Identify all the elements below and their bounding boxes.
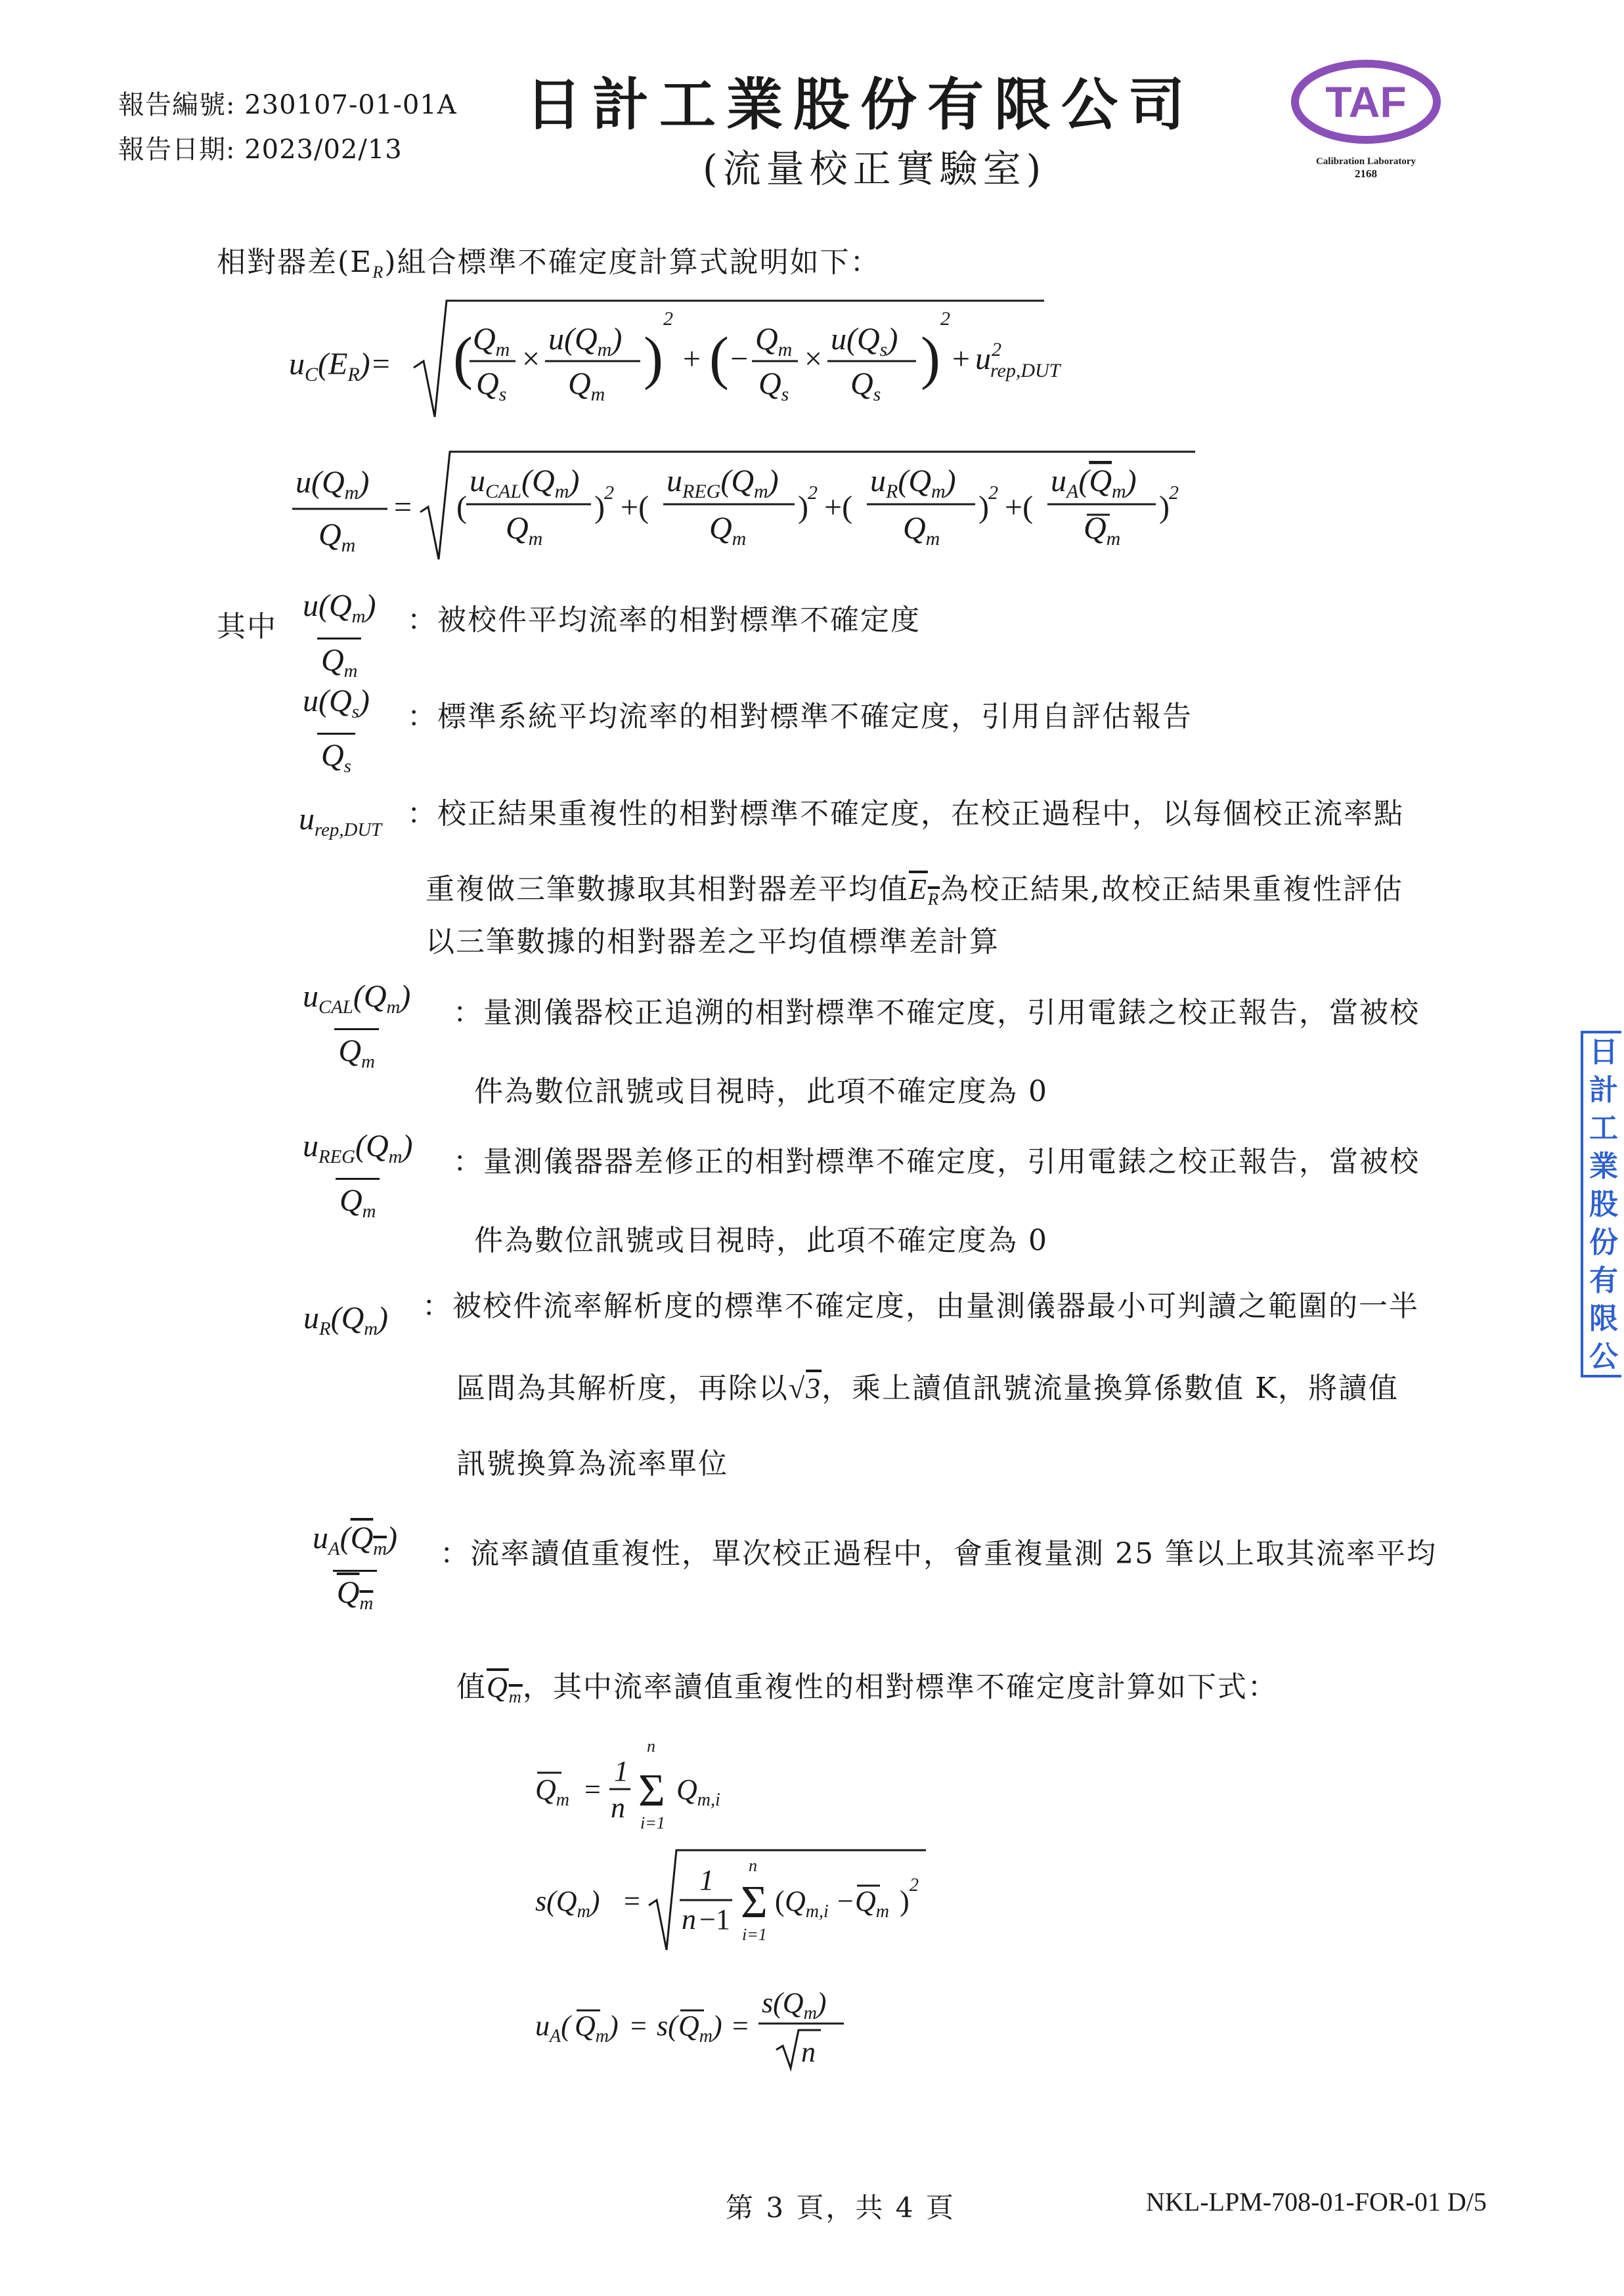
- svg-text:n: n: [682, 1903, 696, 1936]
- svg-text:Qs: $Q_s$: [758, 366, 789, 405]
- def-ureg-line2: 件為數位訊號或目視時，此項不確定度為 0: [474, 1224, 1048, 1257]
- svg-text:i=1: i=1: [640, 1813, 665, 1832]
- svg-text:): ): [594, 490, 605, 525]
- intro-line: 相對器差$(E_R)$組合標準不確定度計算式說明如下：: [217, 246, 881, 282]
- svg-text:Qm: $Q_m$: [506, 511, 543, 550]
- svg-text:×: ×: [804, 341, 823, 376]
- svg-text:): ): [644, 326, 663, 391]
- formula-uqm-qm: [289, 446, 1221, 565]
- svg-text:=: =: [584, 1773, 601, 1806]
- svg-text:×: ×: [522, 341, 540, 376]
- svg-text:(: (: [456, 490, 467, 525]
- svg-text:s(: s(: [657, 2010, 678, 2042]
- svg-text:uREG(Qm): $u_{REG}(Q_m)$: [667, 464, 779, 502]
- svg-text:Qm): $Q_m$): [575, 2010, 619, 2047]
- svg-text:Qm: $Q_m$: [318, 517, 356, 556]
- svg-text:Σ: Σ: [741, 1877, 768, 1928]
- svg-text:): ): [798, 490, 808, 525]
- svg-text:uR(Qm): $u_R(Q_m)$: [870, 464, 956, 502]
- svg-text:Qs: $Q_s$: [850, 366, 881, 405]
- symbol-ur: $u_R(Q_m)$: [303, 1301, 389, 1340]
- svg-text:=: =: [394, 490, 412, 525]
- def-ureg-line1: ：量測儀器器差修正的相對標準不確定度，引用電錶之校正報告，當被校: [453, 1145, 1420, 1179]
- svg-text:−: −: [730, 341, 749, 376]
- svg-text:2: 2: [604, 482, 614, 504]
- symbol-uqm-qm: $\frac{u(Q_m)}{Q_m}$: [299, 588, 380, 689]
- def-urep-line3: 以三筆數據的相對器差之平均值標準差計算: [426, 925, 999, 959]
- svg-text:+(: +(: [824, 490, 853, 525]
- svg-text:s(Qm): $s(Q_m)$: [762, 1987, 827, 2024]
- taf-number: 2168: [1355, 167, 1377, 180]
- svg-text:−: −: [837, 1885, 854, 1917]
- report-number: 報告編號: 230107-01-01A: [118, 90, 457, 120]
- svg-text:n: n: [749, 1856, 757, 1875]
- svg-text:Qm: $Q_m$: [535, 1773, 570, 1810]
- svg-text:Qs: $Q_s$: [476, 366, 507, 405]
- svg-text:Σ: Σ: [638, 1765, 665, 1816]
- svg-text:2: 2: [1169, 482, 1179, 504]
- where-label: 其中: [217, 610, 277, 643]
- formula-std: [532, 1845, 939, 1957]
- company-name: 日計工業股份有限公司: [525, 72, 1195, 138]
- svg-text:=: =: [732, 2010, 749, 2042]
- def-ucal-line1: ：量測儀器校正追溯的相對標準不確定度，引用電錶之校正報告，當被校: [453, 996, 1420, 1029]
- symbol-ureg: $\frac{u_{REG}(Q_m)}{Q_m}$: [299, 1128, 416, 1230]
- svg-text:Qm: $Q_m$: [903, 511, 940, 550]
- svg-text:s(Qm): $s(Q_m)$: [535, 1885, 600, 1922]
- svg-text:+(: +(: [621, 490, 649, 525]
- svg-text:(: (: [709, 326, 729, 391]
- def-ucal-line2: 件為數位訊號或目視時，此項不確定度為 0: [474, 1075, 1048, 1108]
- svg-text:n: n: [801, 2036, 816, 2068]
- def-uqm: ：被校件平均流率的相對標準不確定度: [407, 603, 921, 637]
- svg-text:1: 1: [614, 1755, 628, 1787]
- svg-text:n: n: [647, 1740, 655, 1756]
- taf-logo: [1287, 53, 1445, 184]
- def-ur-line1: ：被校件流率解析度的標準不確定度，由量測儀器最小可判讀之範圍的一半: [422, 1289, 1419, 1323]
- svg-text:Qm: $Q_m$: [568, 366, 605, 405]
- symbol-uqs-qs: $\frac{u(Q_s)}{Q_s}$: [299, 683, 374, 785]
- svg-text:Qm: $Q_m$: [755, 322, 793, 360]
- svg-text:Qm): $Q_m$): [678, 2010, 722, 2047]
- svg-text:uC(ER)=: $u_C(E_R)=$: [289, 347, 392, 385]
- formula-uc-er: [289, 295, 1064, 427]
- page-number: 第 3 頁，共 4 頁: [726, 2192, 955, 2224]
- svg-text:uCAL(Qm): $u_{CAL}(Q_m)$: [470, 464, 580, 502]
- symbol-urep: $u_{rep,DUT}$: [299, 802, 382, 841]
- formula-mean: [532, 1740, 795, 1838]
- def-urep-line2: 重複做三筆數據取其相對器差平均值$E_R$為校正結果,故校正結果重複性評估: [426, 873, 1404, 909]
- formula-ua: [532, 1976, 900, 2075]
- svg-text:Qm: $Q_m$: [1084, 511, 1121, 550]
- svg-text:Qm: $Q_m$: [855, 1885, 890, 1922]
- svg-text:(: (: [775, 1885, 785, 1917]
- taf-logo-text: TAF: [1325, 77, 1407, 126]
- symbol-ucal: $\frac{u_{CAL}(Q_m)}{Q_m}$: [299, 978, 414, 1080]
- svg-text:Qm: $Q_m$: [709, 511, 747, 550]
- svg-text:+: +: [683, 341, 701, 376]
- def-ua-line1: ：流率讀值重複性，單次校正過程中，會重複量測 25 筆以上取其流率平均: [440, 1537, 1437, 1570]
- symbol-ua: $\frac{u_A(Q_m)}{Q_m}$: [309, 1520, 401, 1622]
- svg-text:Qm: $Q_m$: [473, 322, 510, 360]
- svg-text:): ): [921, 326, 940, 391]
- def-ur-line2: 區間為其解析度，再除以√3，乘上讀值訊號流量換算係數值 K，將讀值: [456, 1372, 1399, 1405]
- lab-name: (流量校正實驗室): [703, 146, 1047, 191]
- def-ua-line2: 值$Q_m$，其中流率讀值重複性的相對標準不確定度計算如下式：: [456, 1670, 1278, 1707]
- svg-text:=: =: [624, 1885, 640, 1917]
- svg-text:u(Qs): $u(Q_s)$: [831, 322, 898, 360]
- svg-text:2: 2: [808, 482, 818, 504]
- svg-text:): ): [900, 1885, 910, 1917]
- svg-text:=: =: [630, 2010, 647, 2042]
- svg-text:i=1: i=1: [742, 1925, 767, 1944]
- svg-text:rep,DUT: rep,DUT: [990, 360, 1061, 381]
- svg-text:u(Qm): $u(Q_m)$: [296, 465, 370, 504]
- company-seal-stamp: 日 計 工 業 股 份 有 限 公: [1581, 1031, 1621, 1377]
- svg-text:2: 2: [940, 308, 950, 330]
- svg-text:2: 2: [910, 1875, 919, 1895]
- svg-text:n: n: [611, 1792, 625, 1824]
- svg-text:Qm,i: $Q_{m,i}$: [785, 1885, 829, 1922]
- svg-text:2: 2: [988, 482, 998, 504]
- svg-text:(: (: [453, 326, 473, 391]
- svg-text:u(Qm): $u(Q_m)$: [548, 322, 623, 360]
- svg-text:−1: −1: [699, 1903, 730, 1936]
- svg-text:): ): [978, 490, 989, 525]
- report-date: 報告日期: 2023/02/13: [118, 135, 403, 165]
- taf-sub: Calibration Laboratory: [1315, 156, 1416, 167]
- svg-text:1: 1: [699, 1864, 714, 1896]
- sqrt-3-symbol: √3: [789, 1372, 822, 1404]
- def-uqs: ：標準系統平均流率的相對標準不確定度，引用自評估報告: [407, 700, 1193, 733]
- svg-text:u: u: [975, 341, 991, 376]
- svg-text:+: +: [952, 341, 971, 376]
- svg-text:Qm,i: $Q_{m,i}$: [676, 1773, 720, 1810]
- def-ur-line3: 訊號換算為流率單位: [456, 1447, 728, 1481]
- svg-text:2: 2: [992, 339, 1001, 360]
- svg-text:uA(Qm): $u_A(Q_m)$: [1051, 464, 1137, 502]
- svg-text:): ): [1159, 490, 1170, 525]
- svg-text:uA(: $u_A$(: [535, 2010, 571, 2047]
- svg-text:2: 2: [663, 308, 673, 330]
- form-number: NKL-LPM-708-01-FOR-01 D/5: [1146, 2187, 1487, 2217]
- def-urep-line1: ：校正結果重複性的相對標準不確定度，在校正過程中，以每個校正流率點: [407, 797, 1404, 831]
- svg-text:+(: +(: [1005, 490, 1034, 525]
